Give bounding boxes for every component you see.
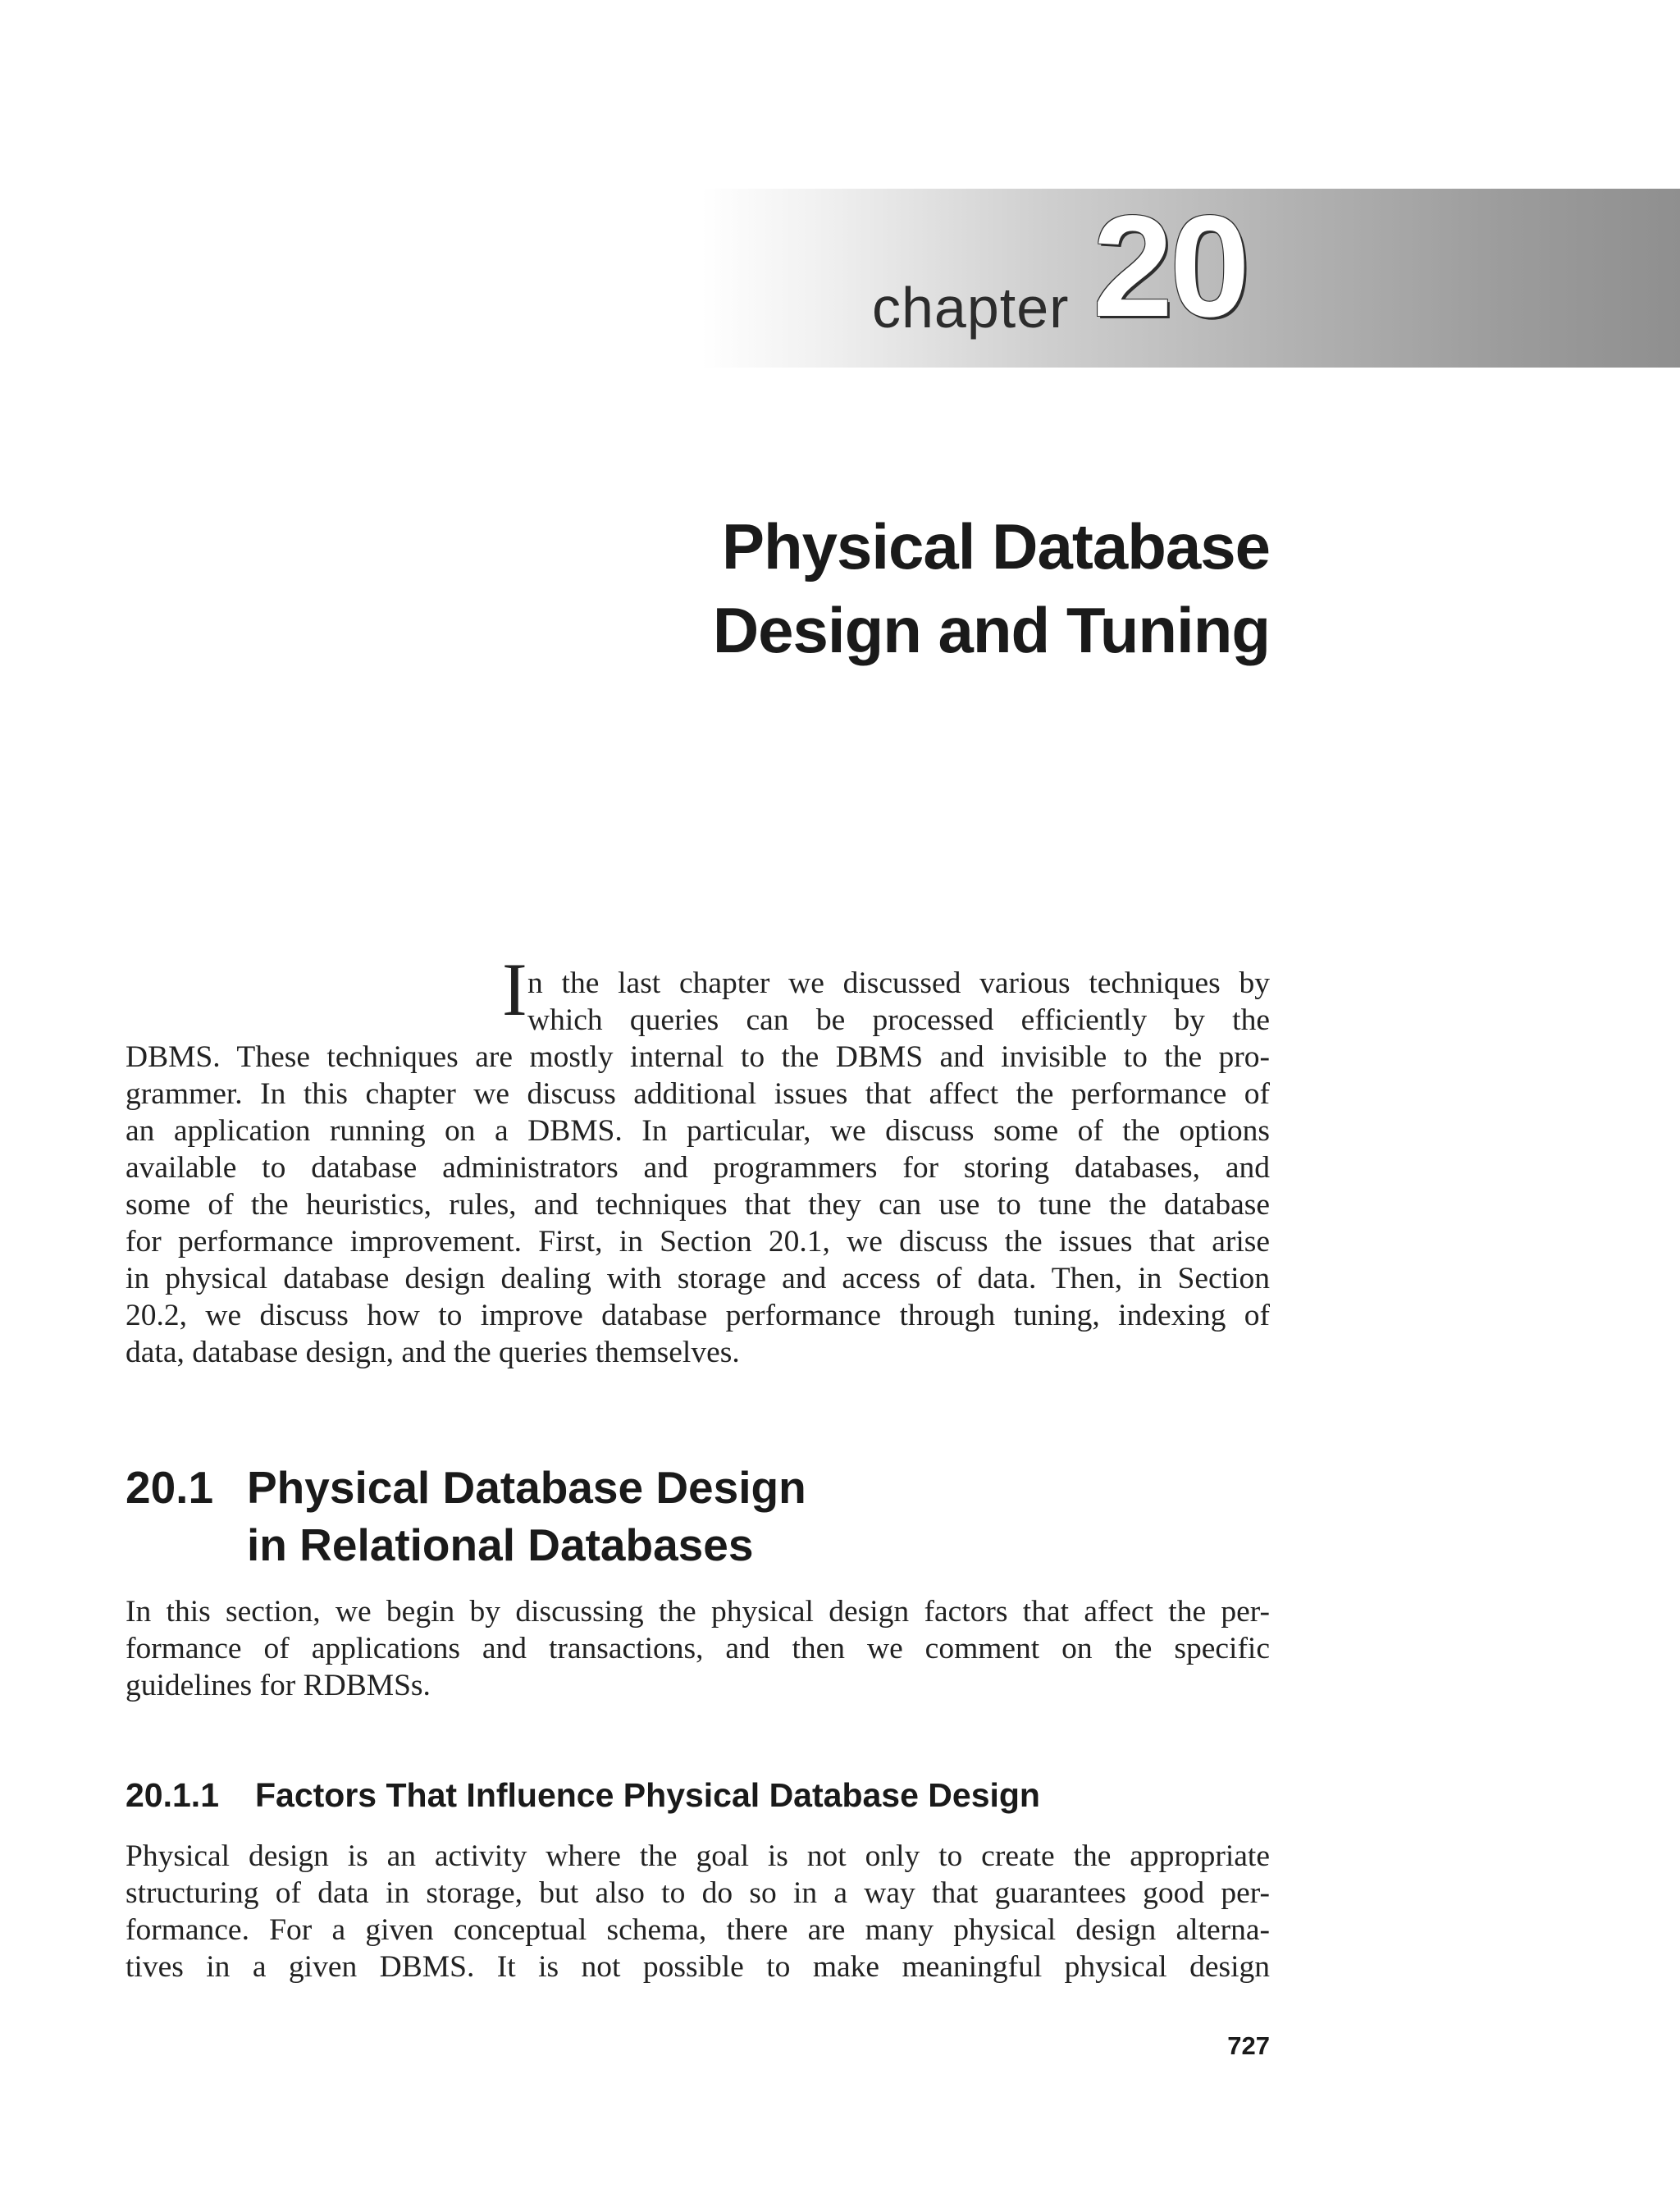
intro-line: which queries can be processed efficiently by the <box>527 1003 1270 1037</box>
chapter-title-line-1: Physical Database <box>721 510 1270 582</box>
subsection-heading <box>126 1770 1040 1820</box>
intro-line: available to database administrators and programmers for storing databases, and <box>126 1151 1270 1185</box>
page-number: 727 <box>1227 2031 1270 2060</box>
subsection-number: 20.1.1 <box>126 1776 219 1814</box>
intro-line: n the last chapter we discussed various techniques by <box>527 966 1270 1000</box>
intro-line: grammer. In this chapter we discuss additional issues that affect the performance of <box>126 1077 1270 1111</box>
subsection-line: Physical design is an activity where the goal is not only to create the appropriate <box>126 1839 1270 1873</box>
section-title-line-2: in Relational Databases <box>247 1519 754 1570</box>
intro-line: some of the heuristics, rules, and techniques that they can use to tune the database <box>126 1188 1270 1222</box>
subsection-line: formance. For a given conceptual schema, there are many physical design alterna- <box>126 1913 1270 1947</box>
section-paragraph <box>126 1593 1270 1704</box>
intro-paragraph <box>126 965 1270 1371</box>
subsection-line: tives in a given DBMS. It is not possible to make meaningful physical design <box>126 1950 1270 1984</box>
section-line: guidelines for RDBMSs. <box>126 1669 431 1702</box>
section-title-line-1: Physical Database Design <box>247 1462 806 1513</box>
section-line: formance of applications and transactions, and then we comment on the specific <box>126 1632 1270 1665</box>
section-heading <box>126 1459 806 1574</box>
intro-line: DBMS. These techniques are mostly internal to the DBMS and invisible to the pro- <box>126 1040 1270 1074</box>
intro-line: 20.2, we discuss how to improve database performance through tuning, indexing of <box>126 1299 1270 1332</box>
section-number: 20.1 <box>126 1462 214 1513</box>
subsection-title: Factors That Influence Physical Database Design <box>255 1776 1040 1814</box>
chapter-label: chapter <box>872 276 1070 340</box>
intro-line: data, database design, and the queries themselves. <box>126 1336 740 1369</box>
drop-cap: I <box>502 948 527 1031</box>
subsection-paragraph <box>126 1838 1270 1985</box>
subsection-line: structuring of data in storage, but also to do so in a way that guarantees good per- <box>126 1876 1270 1910</box>
intro-line: for performance improvement. First, in Section 20.1, we discuss the issues that arise <box>126 1225 1270 1259</box>
intro-line: in physical database design dealing with storage and access of data. Then, in Section <box>126 1262 1270 1295</box>
chapter-title <box>450 505 1270 672</box>
section-line: In this section, we begin by discussing the physical design factors that affect the per- <box>126 1595 1270 1629</box>
chapter-number: 20 <box>1093 186 1247 347</box>
chapter-title-line-2: Design and Tuning <box>712 594 1270 666</box>
intro-line: an application running on a DBMS. In particular, we discuss some of the options <box>126 1114 1270 1148</box>
